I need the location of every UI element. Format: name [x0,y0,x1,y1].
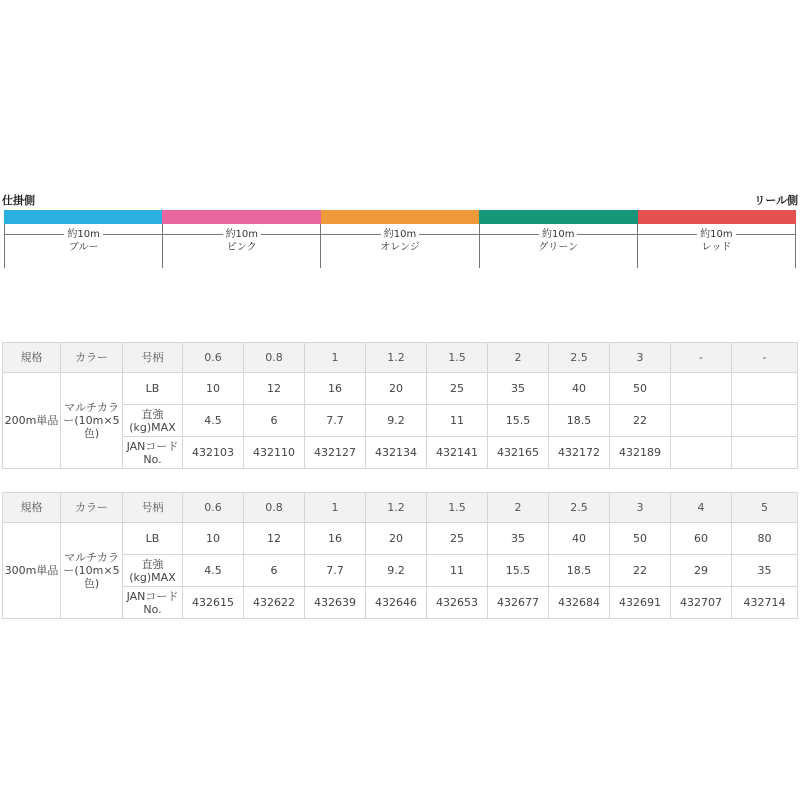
table-row [3,587,798,619]
value-cell: 50 [610,523,671,555]
header-cell: 4 [671,493,732,523]
value-cell: 16 [305,373,366,405]
header-cell: 1 [305,493,366,523]
value-cell: 20 [366,523,427,555]
value-cell: 35 [488,523,549,555]
table-row [3,405,798,437]
value-cell: 60 [671,523,732,555]
header-cell: カラー [61,343,123,373]
segment-bar-pink [162,210,320,224]
value-cell: 10 [183,523,244,555]
value-cell: 9.2 [366,405,427,437]
header-cell: - [732,343,798,373]
segment-length: 約10m [697,228,735,241]
value-cell [671,437,732,469]
value-cell: 18.5 [549,405,610,437]
row-label: JANコードNo. [123,437,183,469]
segment-color-name: グリーン [538,242,579,253]
segment-label [320,224,478,268]
header-cell: 2 [488,343,549,373]
value-cell: 432691 [610,587,671,619]
header-cell: 0.6 [183,493,244,523]
spec-cell: 300m単品 [3,523,61,619]
header-cell: 1 [305,343,366,373]
value-cell [732,437,798,469]
value-cell: 15.5 [488,405,549,437]
header-cell: 号柄 [123,343,183,373]
value-cell: 29 [671,555,732,587]
row-label: JANコードNo. [123,587,183,619]
header-cell: 規格 [3,343,61,373]
value-cell: 25 [427,523,488,555]
value-cell: 9.2 [366,555,427,587]
spec-table-300m [2,492,798,619]
segment-bar-orange [321,210,479,224]
value-cell: 11 [427,405,488,437]
line-color-bar [4,210,796,224]
value-cell: 6 [244,555,305,587]
tackle-side-label: 仕掛側 [2,194,35,207]
row-label: 直強(kg)MAX [123,555,183,587]
header-cell: 2 [488,493,549,523]
segment-bar-green [479,210,637,224]
value-cell [732,405,798,437]
header-cell: 1.5 [427,343,488,373]
segment-color-name: レッド [701,242,732,253]
value-cell: 40 [549,373,610,405]
value-cell: 50 [610,373,671,405]
row-label: 直強(kg)MAX [123,405,183,437]
spec-cell: 200m単品 [3,373,61,469]
table-header-row [3,343,798,373]
table-header-row [3,493,798,523]
spec-table-200m [2,342,798,469]
header-cell: 5 [732,493,798,523]
value-cell: 15.5 [488,555,549,587]
value-cell: 35 [732,555,798,587]
segment-color-name: ブルー [68,242,99,253]
value-cell: 35 [488,373,549,405]
value-cell: 12 [244,523,305,555]
value-cell: 432639 [305,587,366,619]
segment-label [4,224,162,268]
row-label: LB [123,373,183,405]
header-cell: 2.5 [549,493,610,523]
table-row [3,523,798,555]
header-cell: 0.8 [244,343,305,373]
value-cell [671,405,732,437]
color-cell: マルチカラー(10m×5色) [61,373,123,469]
value-cell: 432165 [488,437,549,469]
segment-color-name: オレンジ [380,242,420,253]
value-cell: 432110 [244,437,305,469]
value-cell: 40 [549,523,610,555]
value-cell: 432622 [244,587,305,619]
value-cell: 12 [244,373,305,405]
value-cell: 7.7 [305,405,366,437]
segment-labels [4,224,796,268]
table-row [3,555,798,587]
value-cell: 432653 [427,587,488,619]
value-cell: 432103 [183,437,244,469]
value-cell: 432677 [488,587,549,619]
header-cell: 1.5 [427,493,488,523]
header-cell: 0.8 [244,493,305,523]
header-cell: 2.5 [549,343,610,373]
value-cell: 432707 [671,587,732,619]
value-cell: 432684 [549,587,610,619]
header-cell: 3 [610,493,671,523]
value-cell: 432127 [305,437,366,469]
value-cell: 432189 [610,437,671,469]
header-cell: 規格 [3,493,61,523]
segment-bar-red [638,210,796,224]
value-cell: 7.7 [305,555,366,587]
value-cell: 4.5 [183,405,244,437]
header-cell: - [671,343,732,373]
segment-length: 約10m [223,228,261,241]
value-cell: 11 [427,555,488,587]
value-cell: 432172 [549,437,610,469]
segment-color-name: ピンク [226,242,257,253]
value-cell: 432134 [366,437,427,469]
header-cell: 0.6 [183,343,244,373]
table-row [3,373,798,405]
header-cell: 3 [610,343,671,373]
segment-label [637,224,796,268]
segment-label [479,224,637,268]
header-cell: カラー [61,493,123,523]
value-cell: 18.5 [549,555,610,587]
value-cell: 80 [732,523,798,555]
value-cell: 10 [183,373,244,405]
value-cell: 432714 [732,587,798,619]
value-cell: 432141 [427,437,488,469]
value-cell: 432646 [366,587,427,619]
color-cell: マルチカラー(10m×5色) [61,523,123,619]
segment-label [162,224,320,268]
header-cell: 1.2 [366,493,427,523]
segment-bar-blue [4,210,162,224]
table-row [3,437,798,469]
value-cell: 4.5 [183,555,244,587]
segment-length: 約10m [381,228,419,241]
row-label: LB [123,523,183,555]
value-cell: 20 [366,373,427,405]
reel-side-label: リール側 [754,194,798,207]
segment-length: 約10m [64,228,102,241]
value-cell: 25 [427,373,488,405]
value-cell: 22 [610,555,671,587]
value-cell: 432615 [183,587,244,619]
header-cell: 号柄 [123,493,183,523]
segment-length: 約10m [539,228,577,241]
value-cell [671,373,732,405]
value-cell: 16 [305,523,366,555]
header-cell: 1.2 [366,343,427,373]
value-cell: 6 [244,405,305,437]
value-cell [732,373,798,405]
value-cell: 22 [610,405,671,437]
